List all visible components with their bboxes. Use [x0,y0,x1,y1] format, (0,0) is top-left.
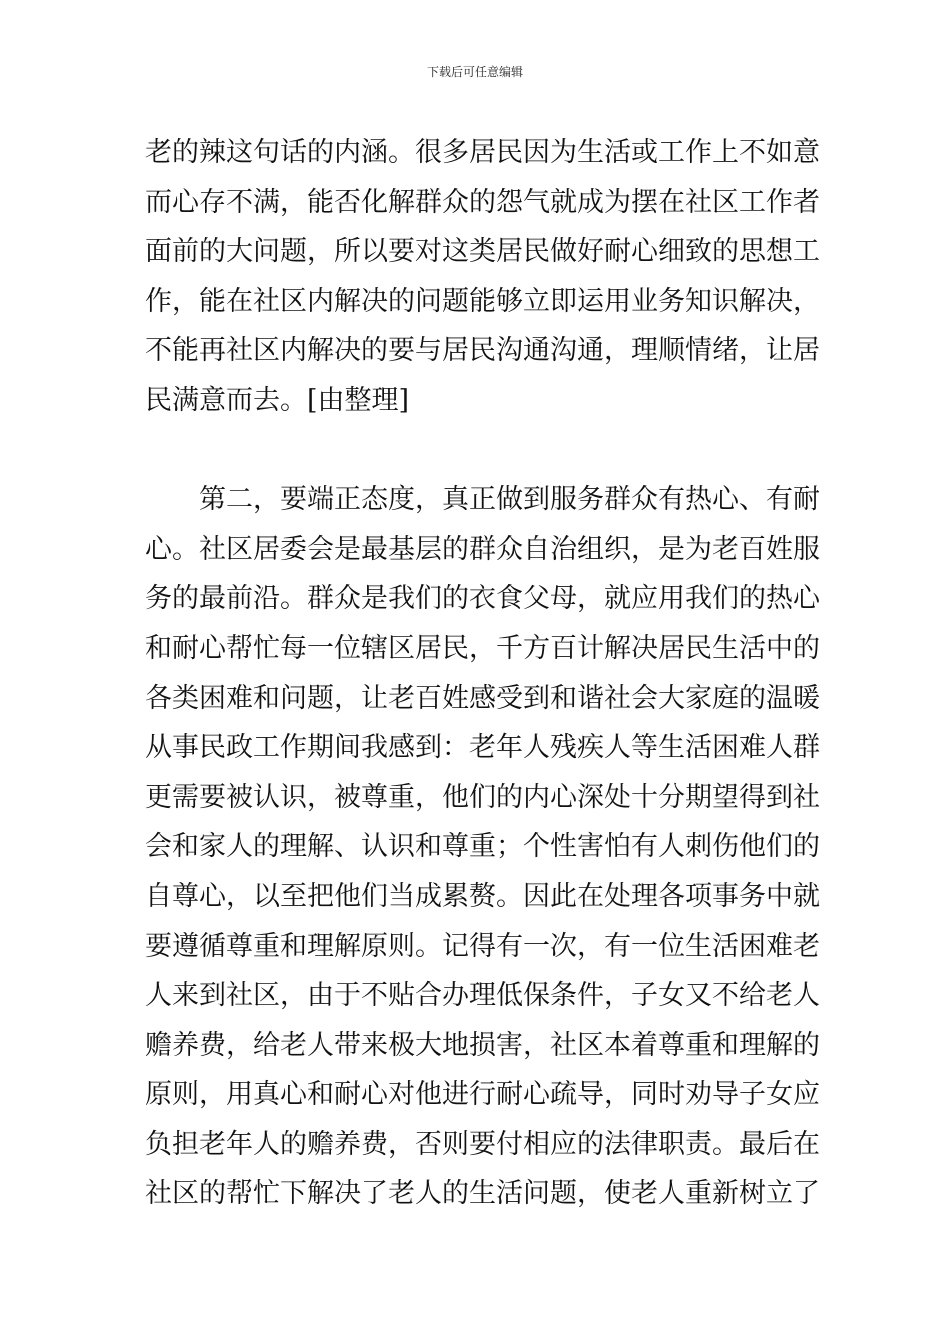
text-line: 面前的大问题，所以要对这类居民做好耐心细致的思想工 [145,236,820,268]
paragraph-1 [145,128,820,426]
text-line: 负担老年人的赡养费，否则要付相应的法律职责。最后在 [145,1128,820,1160]
text-line: 和耐心帮忙每一位辖区居民，千方百计解决居民生活中的 [145,632,820,664]
text-line: 要遵循尊重和理解原则。记得有一次，有一位生活困难老 [145,930,820,962]
page-header: 下载后可任意编辑 [426,65,523,79]
text-line: 各类困难和问题，让老百姓感受到和谐社会大家庭的温暖 [145,682,820,714]
text-line: 赡养费，给老人带来极大地损害，社区本着尊重和理解的 [145,1029,820,1061]
paragraph-2 [145,475,820,1219]
text-line: 务的最前沿。群众是我们的衣食父母，就应用我们的热心 [145,583,820,615]
text-line: 老的辣这句话的内涵。很多居民因为生活或工作上不如意 [145,137,820,168]
text-line: 人来到社区，由于不贴合办理低保条件，子女又不给老人 [145,980,820,1012]
document-body [145,128,820,1219]
text-line: 从事民政工作期间我感到：老年人残疾人等生活困难人群 [145,732,820,764]
text-line: 自尊心，以至把他们当成累赘。因此在处理各项事务中就 [145,880,820,912]
text-line: 而心存不满，能否化解群众的怨气就成为摆在社区工作者 [145,186,820,218]
text-line: 不能再社区内解决的要与居民沟通沟通，理顺情绪，让居 [145,335,820,367]
text-line: 社区的帮忙下解决了老人的生活问题，使老人重新树立了 [145,1178,820,1210]
text-line: 作，能在社区内解决的问题能够立即运用业务知识解决， [145,285,820,317]
text-line: 第二，要端正态度，真正做到服务群众有热心、有耐 [199,484,820,516]
text-line: 更需要被认识，被尊重，他们的内心深处十分期望得到社 [145,781,820,813]
text-line: 会和家人的理解、认识和尊重；个性害怕有人刺伤他们的 [145,831,820,863]
text-line: 心。社区居委会是最基层的群众自治组织，是为老百姓服 [145,533,820,565]
text-line: 原则，用真心和耐心对他进行耐心疏导，同时劝导子女应 [145,1079,820,1111]
paragraph-gap [145,426,815,476]
text-line: 民满意而去。[由整理] [145,384,410,416]
